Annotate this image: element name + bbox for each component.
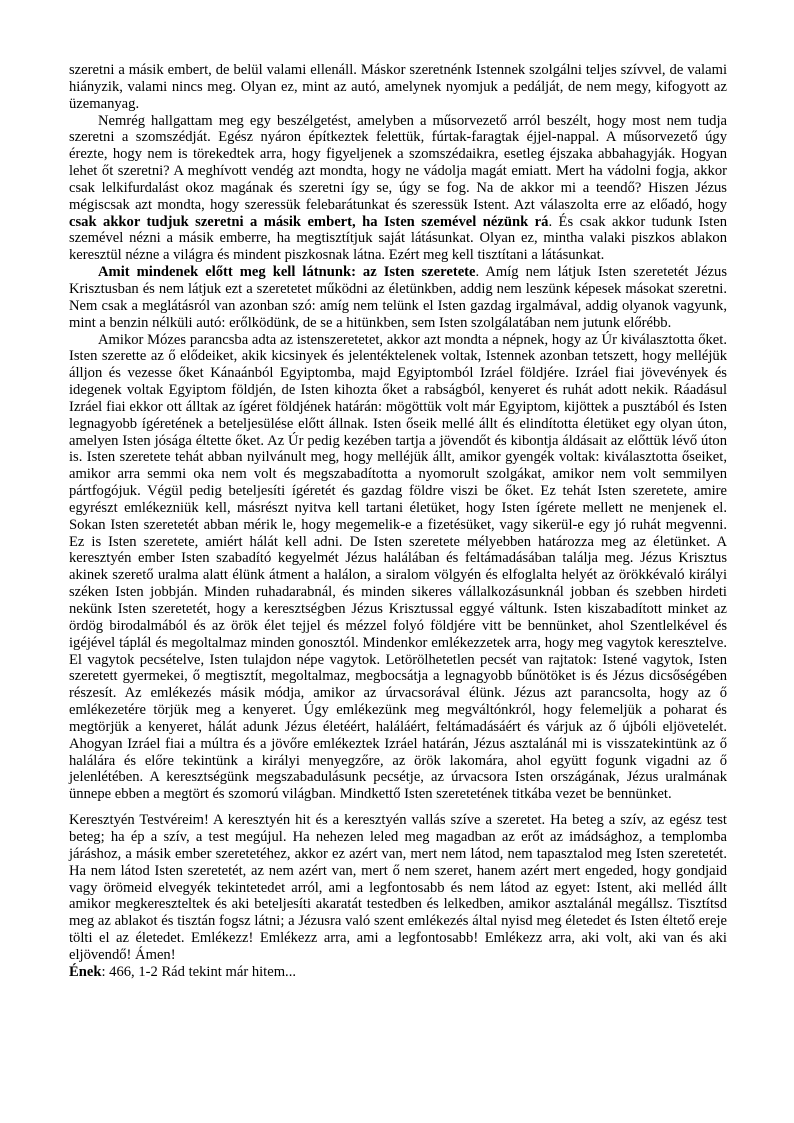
paragraph-2-text-a: Nemrég hallgattam meg egy beszélgetést, amelyben a műsorvezető arról beszélt, hogy most nem tudja szeretni a szomszédját. Egész nyáron építkeztek felettük, fúrtak-faragtak éjjel-nappal. A műsorvezető úgy érezte, hogy nem is törekedtek arra, hogy figyeljenek a szomszédaikra, esetleg éjszaka abbahagyják. Hogyan lehet őt szeretni? A meghívott vendég azt mondta, hogy ne vádolja magát emiatt. Mert ha vádolni fogja, akkor csak lelkifurdalást okoz magának és szeretni így se, úgy se fog. Na de akkor mi a teendő? Hiszen Jézus mégiscsak azt mondta, hogy szeressük felebarátunkat és szeressük Istent. Azt válaszolta erre az előadó, hogy (69, 112, 727, 213)
paragraph-5: Keresztyén Testvéreim! A keresztyén hit és a keresztyén vallás szíve a szeretet. Ha beteg a szív, az egész test beteg; ha ép a szív, a test megújul. Ha nehezen leled meg magadban az erőt az imádsághoz, a templomba járáshoz, a másik ember szeretetéhez, akkor ez azért van, mert nem látod, nem tapasztalod meg Isten szeretetét. Ha nem látod Isten szeretetét, az nem azért van, mert ő nem szeret, hanem azért mert engeded, hogy gondjaid vagy örömeid elvegyék tekintetedet arról, ami a legfontosabb és nem látod az egyet: Istent, aki melléd állt amikor megkereszteltek és aki beteljesíti akaratát testedben és lelkedben, amikor asztalánál megállsz. Tisztítsd meg az ablakot és tisztán fogsz látni; a Jézusra való szent emlékezés által nyisd meg életedet és Isten éltető ereje tölti el az életedet. Emlékezz! Emlékezz arra, ami a legfontosabb! Emlékezz arra, aki volt, aki van és aki eljövendő! Ámen! (69, 812, 727, 963)
paragraph-4: Amikor Mózes parancsba adta az istenszeretetet, akkor azt mondta a népnek, hogy az Úr kiválasztotta őket. Isten szerette az ő elődeiket, akik kicsinyek és jelentéktelenek voltak, Istennek azonban tetszett, hogy melléjük álljon és vezesse őket Kánaánból Egyiptomba, majd Egyiptomból Izráel földjére. Izráel fiai jövevények és idegenek voltak Egyiptom földjén, de Isten kihozta őket a rabságból, kenyeret és ruhát adott nekik. Ráadásul Izráel fiai ekkor ott álltak az ígéret földjének határán: mögöttük volt már Egyiptom, kijöttek a pusztából és Isten legnagyobb ígéretének a beteljesülése előtt állnak. Isten őseik mellé állt és elindította életüket egy olyan úton, amelyen Isten jósága éltette őket. Az Úr pedig kezében tartja a jövendőt és kibontja áldásait az előttük lévő úton is. Isten szeretete tehát abban nyilvánult meg, hogy melléjük állt, amikor gyengék voltak: kiválasztotta őseiket, amikor arra semmi oka nem volt és megszabadította a nyomorult szolgákat, amikor nem volt semmilyen pártfogójuk. Végül pedig beteljesíti ígéretét és gazdag földre viszi be őket. Ez tehát Isten szeretete, amire egyrészt emlékezniük kell, másrészt nyitva kell tartani életüket, hogy Isten ígérete mellett ne menjenek el. Sokan Isten szeretetét abban mérik le, hogy megemelik-e a fizetésüket, vagy sikerül-e egy jó ruhát megvenni. Ez is Isten szeretete, amiért hálát kell adni. De Isten szeretete mélyebben határozza meg az életünket. A keresztyén ember Isten szabadító kegyelmét Jézus halálában és feltámadásában találja meg. Jézus Krisztus akinek szerető uralma alatt élünk átment a halálon, a siralom völgyén és elfoglalta helyét az örökkévaló királyi széken Isten jobbján. Minden ruhadarabnál, és minden sikeres vállalkozásunknál jobban és szebben hirdeti nekünk Isten szeretetét, hogy a keresztségben Jézus Krisztussal eggyé váltunk. Isten kiszabadított minket az ördög birodalmából és az örök élet tejjel és mézzel folyó földjére vitt be bennünket, ahol Szentlelkével és igéjével táplál és megoltalmaz minden gonosztól. Mindenkor emlékezzetek arra, hogy meg vagytok keresztelve. El vagytok pecsételve, Isten tulajdon népe vagytok. Letörölhetetlen pecsét van rajtatok: Istené vagytok, Isten szeretett gyermekei, ő megtisztít, megoltalmaz, megbocsátja a legnagyobb bűnötöket is és Jézus dicsőségében részesít. Az emlékezés másik módja, amikor az úrvacsorával élünk. Jézus azt parancsolta, hogy az ő emlékezetére törjük meg a kenyeret. Úgy emlékezünk meg megváltónkról, hogy felemeljük a poharat és megtörjük a kenyeret, hálát adunk Jézus életéért, haláláért, feltámadásáért és várjuk az ő újbóli eljövetelét. Ahogyan Izráel fiai a múltra és a jövőre emlékeztek Izráel határán, Jézus asztalánál mi is visszatekintünk az ő halálára és előre tekintünk a királyi menyegzőre, az örök lakomára, ahol együtt fogunk vigadni az ő jelenlétében. A keresztségünk megszabadulásunk pecsétje, az úrvacsora Isten országának, Jézus uralmának ünnepe ebben a megtört és szomorú világban. Mindkettő Isten szeretetének titkába vezet be bennünket. (69, 331, 727, 803)
paragraph-3-text: . Amíg nem látjuk Isten szeretetét Jézus Krisztusban és nem látjuk ezt a szeretetet működni az életünkben, addig nem leszünk képesek másokat szeretni. Nem csak a meglátásról van azonban szó: amíg nem telünk el Isten gazdag irgalmával, addig olyanok vagyunk, mint a benzin nélküli autó: erőlködünk, de se a hitünkben, sem Isten szolgálatában nem jutunk előrébb. (69, 264, 727, 331)
hymn-text: : 466, 1-2 Rád tekint már hitem... (101, 963, 297, 980)
paragraph-1: szeretni a másik embert, de belül valami ellenáll. Máskor szeretnénk Istennek szolgálni teljes szívvel, de valami hiányzik, valami nincs meg. Olyan ez, mint az autó, amelynek nyomjuk a pedálját, de nem megy, kifogyott az üzemanyag. (69, 62, 727, 112)
hymn-line (69, 964, 727, 981)
hymn-label: Ének (69, 963, 102, 980)
paragraph-3-heading: Amit mindenek előtt meg kell látnunk: az Isten szeretete (98, 264, 476, 281)
document-page (69, 62, 727, 981)
paragraph-2 (69, 113, 727, 265)
paragraph-2-text-b: . És csak akkor tudunk Isten szemével nézni a másik emberre, ha megtisztítjuk saját látásunkat. Olyan ez, mintha valaki piszkos ablakon keresztül nézne a világra és mindent piszkosnak látna. Ezért meg kell tisztítani a látásunkat. (69, 213, 727, 264)
paragraph-2-emphasis: csak akkor tudjuk szeretni a másik embert, ha Isten szemével nézünk rá (69, 213, 549, 230)
paragraph-3 (69, 264, 727, 331)
